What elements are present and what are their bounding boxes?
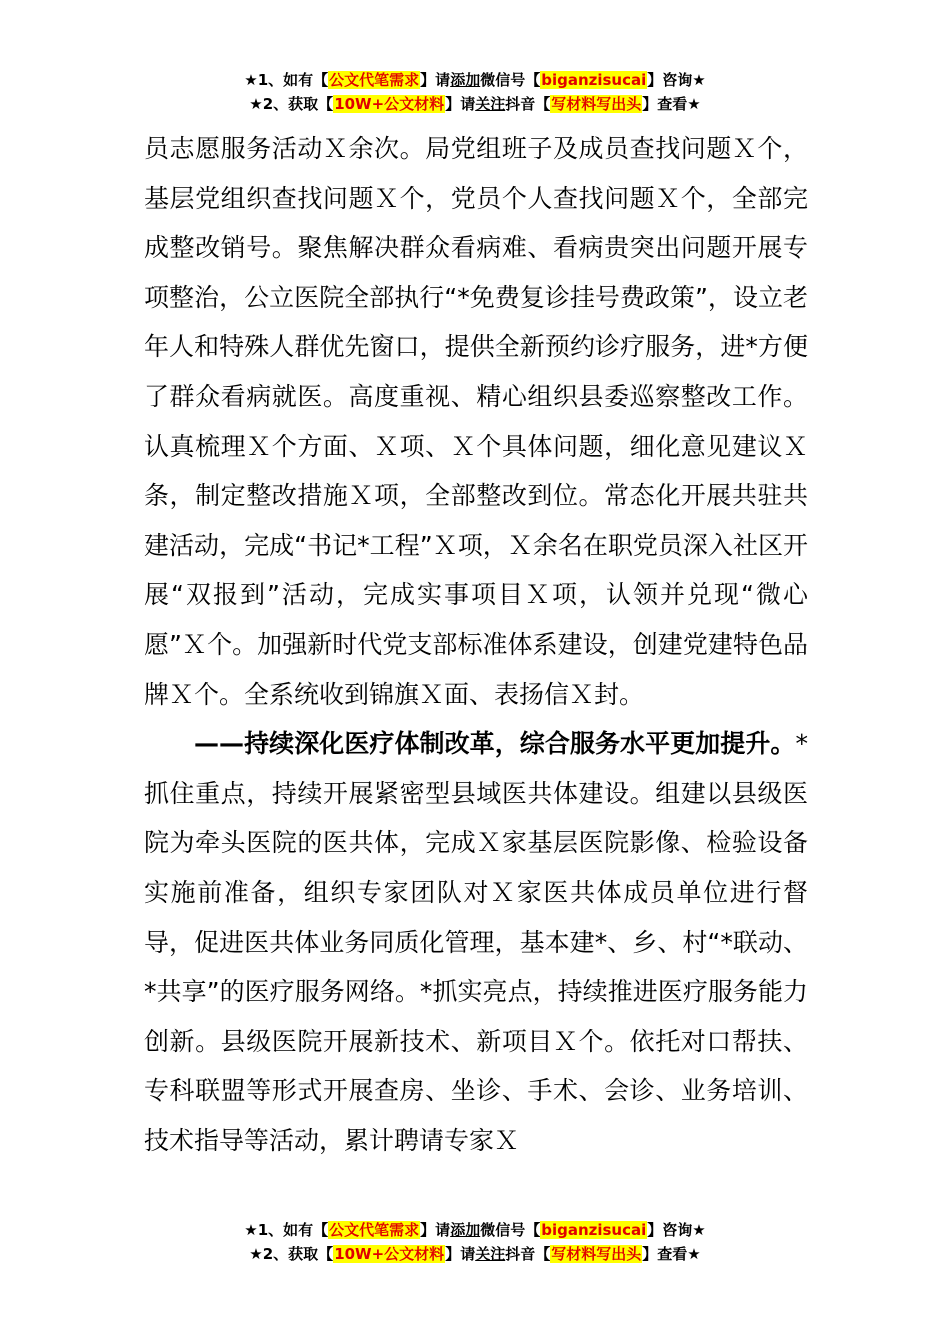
banner-line-2 (0, 1242, 950, 1266)
banner-text: 】咨询★ (647, 1221, 706, 1239)
banner-text: 】请 (420, 71, 451, 89)
banner-highlight: 公文代笔需求 (329, 1221, 420, 1239)
banner-text: 】请 (445, 95, 476, 113)
banner-highlight: 写材料写出头 (551, 95, 642, 113)
banner-highlight: 10W+公文材料 (334, 95, 445, 113)
banner-line-2 (0, 92, 950, 116)
banner-text: 微信号【 (480, 1221, 541, 1239)
banner-text: 】查看★ (642, 95, 701, 113)
banner-text: ★2、获取【 (249, 1245, 334, 1263)
bottom-banner (0, 1218, 950, 1266)
banner-text: 微信号【 (480, 71, 541, 89)
banner-line-1 (0, 1218, 950, 1242)
banner-underline: 添加 (450, 1221, 481, 1239)
banner-highlight: 10W+公文材料 (334, 1245, 445, 1263)
paragraph-2 (144, 719, 808, 1165)
banner-text: 】请 (420, 1221, 451, 1239)
banner-text: ★1、如有【 (244, 71, 329, 89)
banner-highlight: 公文代笔需求 (329, 71, 420, 89)
banner-text: 抖音【 (505, 1245, 551, 1263)
banner-text: ★1、如有【 (244, 1221, 329, 1239)
banner-highlight: 写材料写出头 (551, 1245, 642, 1263)
banner-text: ★2、获取【 (249, 95, 334, 113)
banner-highlight: biganzisucai (541, 71, 647, 89)
banner-text: 】请 (445, 1245, 476, 1263)
document-body (144, 124, 808, 1165)
paragraph-1: 员志愿服务活动Ｘ余次。局党组班子及成员查找问题Ｘ个，基层党组织查找问题Ｘ个，党员个人查找问题Ｘ个，全部完成整改销号。聚焦解决群众看病难、看病贵突出问题开展专项整治，公立医院全部执行“*免费复诊挂号费政策”，设立老年人和特殊人群优先窗口，提供全新预约诊疗服务，进*方便了群众看病就医。高度重视、精心组织县委巡察整改工作。认真梳理Ｘ个方面、Ｘ项、Ｘ个具体问题，细化意见建议Ｘ条，制定整改措施Ｘ项，全部整改到位。常态化开展共驻共建活动，完成“书记*工程”Ｘ项，Ｘ余名在职党员深入社区开展“双报到”活动，完成实事项目Ｘ项，认领并兑现“微心愿”Ｘ个。加强新时代党支部标准体系建设，创建党建特色品牌Ｘ个。全系统收到锦旗Ｘ面、表扬信Ｘ封。 (144, 134, 808, 709)
banner-text: 抖音【 (505, 95, 551, 113)
banner-underline: 关注 (475, 95, 506, 113)
paragraph-2-body: *抓住重点，持续开展紧密型县域医共体建设。组建以县级医院为牵头医院的医共体，完成Ｘ家基层医院影像、检验设备实施前准备，组织专家团队对Ｘ家医共体成员单位进行督导，促进医共体业务同质化管理，基本建*、乡、村“*联动、*共享”的医疗服务网络。*抓实亮点，持续推进医疗服务能力创新。县级医院开展新技术、新项目Ｘ个。依托对口帮扶、专科联盟等形式开展查房、坐诊、手术、会诊、业务培训、技术指导等活动，累计聘请专家Ｘ (144, 729, 808, 1155)
banner-text: 】咨询★ (647, 71, 706, 89)
banner-underline: 添加 (450, 71, 481, 89)
banner-highlight: biganzisucai (541, 1221, 647, 1239)
banner-line-1 (0, 68, 950, 92)
top-banner (0, 68, 950, 116)
section-heading: ——持续深化医疗体制改革，综合服务水平更加提升。 (194, 729, 796, 759)
banner-underline: 关注 (475, 1245, 506, 1263)
banner-text: 】查看★ (642, 1245, 701, 1263)
